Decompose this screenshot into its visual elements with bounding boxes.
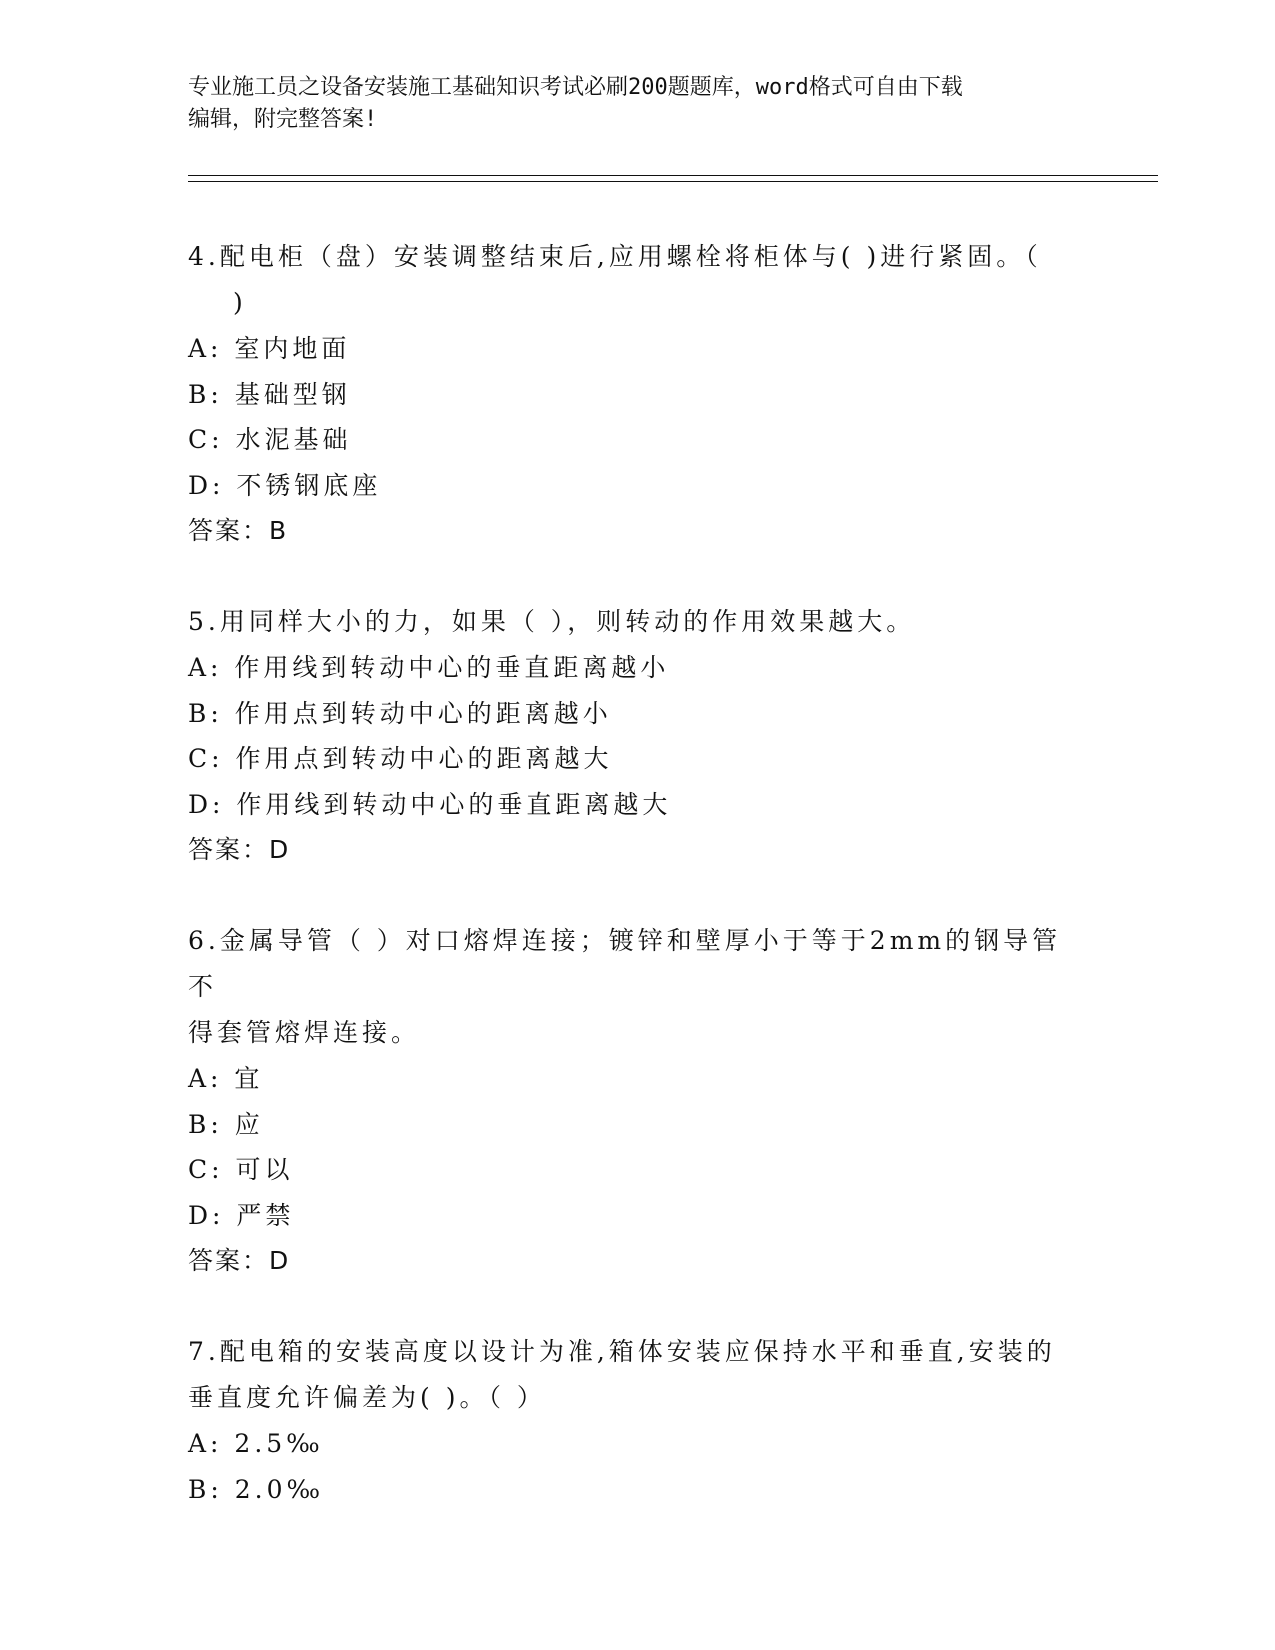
option-a: A: 作用线到转动中心的垂直距离越小 <box>188 653 670 682</box>
option-c: C: 可以 <box>188 1155 294 1184</box>
question-stem-continuation: ) <box>233 288 247 317</box>
option-d: D: 不锈钢底座 <box>188 470 382 500</box>
header-title-line2: 编辑，附完整答案! <box>188 107 378 132</box>
answer-label: 答案：D <box>188 835 291 864</box>
option-d: D: 严禁 <box>188 1200 295 1230</box>
option-a: A: 宜 <box>188 1064 264 1093</box>
question-stem: 7.配电箱的安装高度以设计为准,箱体安装应保持水平和垂直,安装的 <box>188 1337 1056 1366</box>
header-title-line1: 专业施工员之设备安装施工基础知识考试必刷200题题库，word格式可自由下载 <box>188 75 963 100</box>
question-stem: 5.用同样大小的力，如果（ ），则转动的作用效果越大。 <box>188 607 916 636</box>
question-item <box>188 234 1088 554</box>
answer-label: 答案：D <box>188 1246 291 1275</box>
question-item <box>188 599 1088 873</box>
document-header <box>188 72 1088 136</box>
option-a: A: 室内地面 <box>188 334 351 363</box>
question-item <box>188 1329 1088 1512</box>
option-b: B: 基础型钢 <box>188 379 351 409</box>
option-b: B: 应 <box>188 1109 264 1139</box>
question-item <box>188 918 1088 1284</box>
question-list <box>188 234 1088 1557</box>
header-divider-top <box>188 175 1158 176</box>
header-divider-bottom <box>188 181 1158 182</box>
answer-label: 答案：B <box>188 516 289 545</box>
question-stem-continuation: 得套管熔焊连接。 <box>188 1018 421 1047</box>
option-d: D: 作用线到转动中心的垂直距离越大 <box>188 789 672 819</box>
option-a: A: 2.5‰ <box>188 1429 324 1458</box>
option-b: B: 2.0‰ <box>188 1474 325 1504</box>
option-b: B: 作用点到转动中心的距离越小 <box>188 698 612 728</box>
option-c: C: 水泥基础 <box>188 425 352 454</box>
option-c: C: 作用点到转动中心的距离越大 <box>188 744 613 773</box>
question-stem: 4.配电柜（盘）安装调整结束后,应用螺栓将柜体与( )进行紧固。（ <box>188 242 1042 271</box>
question-stem-continuation: 垂直度允许偏差为( )。（ ） <box>188 1383 546 1412</box>
question-stem: 6.金属导管（ ）对口熔焊连接；镀锌和壁厚小于等于2mm的钢导管不 <box>188 926 1062 1001</box>
